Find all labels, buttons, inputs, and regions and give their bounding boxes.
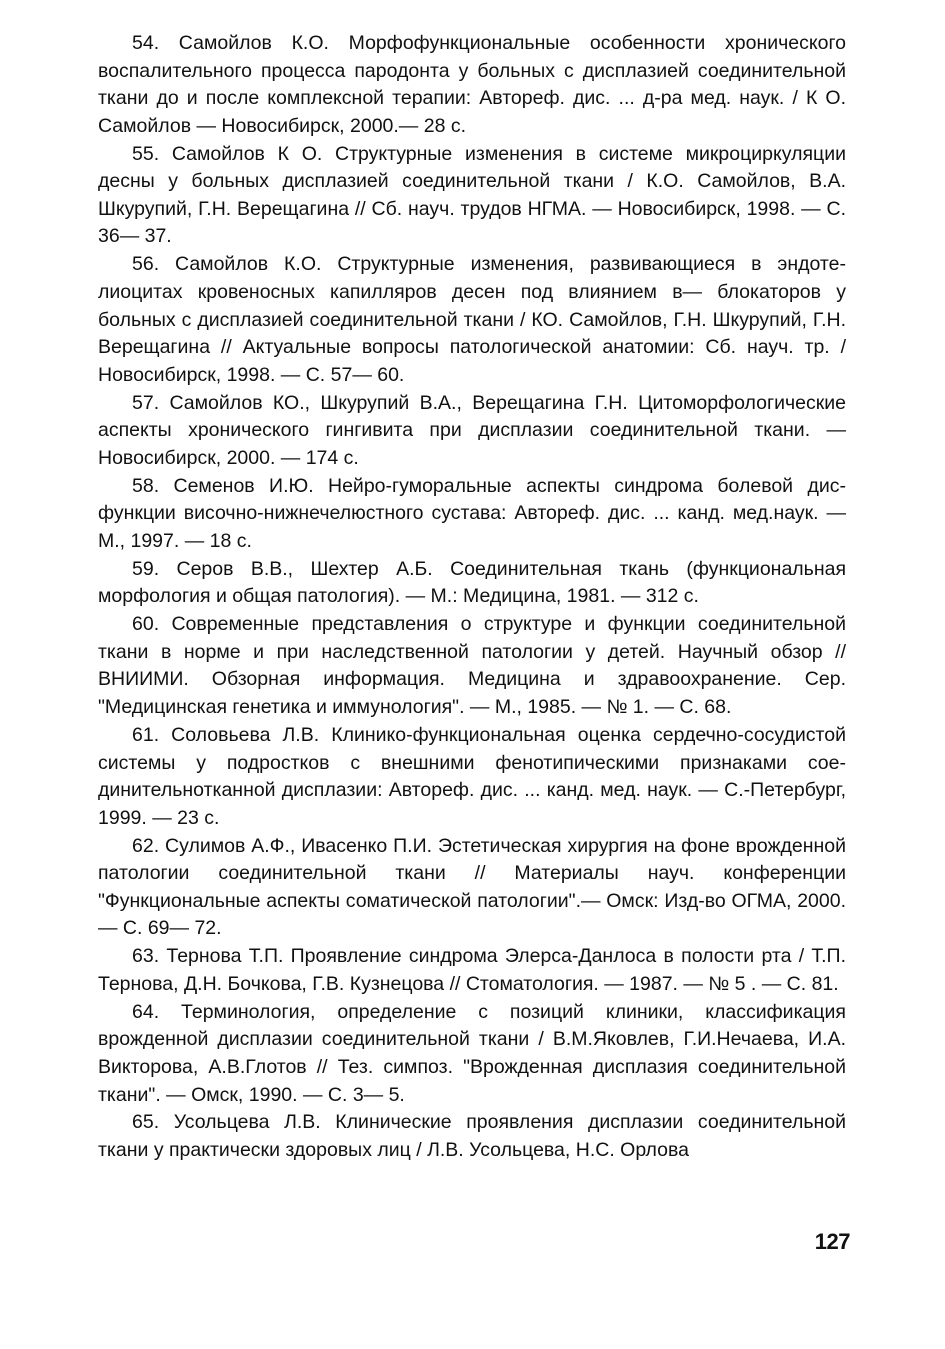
reference-item-64: 64. Терминология, определение с позиций клиники, классификация врожденной дисплазии соединительной ткани / В.М.Яковлев, Г.И.Нечаева, И.А. Викторова, А.В.Глотов // Тез. симпоз. "Врожденная дисплазия соединительной ткани". — Омск, 1990. — С. 3— 5.: [98, 1000, 846, 1106]
reference-item-56: 56. Самойлов К.О. Структурные изменения, развивающиеся в эндотелиоцитах кровеносных капилляров десен под влиянием в— блокаторов у больных с дисплазией соединительной ткани / КО. Самойлов, Г.Н. Шкурупий, Г.Н. Верещагина // Актуальные вопросы патологической анатомии: Сб. науч. тр. / Новосибирск, 1998. — С. 57— 60.: [98, 253, 846, 386]
reference-item-55: 55. Самойлов К О. Структурные изменения в системе микроциркуляции десны у больных дисплазией соединительной ткани / К.О. Самойлов, В.А. Шкурупий, Г.Н. Верещагина // Сб. науч. трудов НГМА. — Новосибирск, 1998. — С. 36— 37.: [98, 142, 846, 248]
page-number: 127: [814, 1229, 850, 1254]
reference-item-54: 54. Самойлов К.О. Морфофункциональные особенности хронического воспалительного процесса пародонта у больных с дисплазией соединительной ткани до и после комплексной терапии: Автореф. дис. ... д-ра мед. наук. / К О. Самойлов — Новосибирск, 2000.— 28 с.: [98, 32, 846, 137]
reference-item-58: 58. Семенов И.Ю. Нейро-гуморальные аспекты синдрома болевой дисфункции височно-нижнечелюстного сустава: Автореф. дис. ... канд. мед.наук. — М., 1997. — 18 с.: [98, 474, 846, 552]
reference-item-62: 62. Сулимов А.Ф., Ивасенко П.И. Эстетическая хирургия на фоне врожденной патологии соединительной ткани // Материалы науч. конференции "Функциональные аспекты соматической патологии".— Омск: Изд-во ОГМА, 2000. — С. 69— 72.: [98, 834, 846, 940]
reference-item-61: 61. Соловьева Л.В. Клинико-функциональная оценка сердечно-сосудистой системы у подростков с внешними фенотипическими признаками соединительнотканной дисплазии: Автореф. дис. ... канд. мед. наук. — С.-Петербург, 1999. — 23 с.: [98, 723, 846, 829]
reference-item-63: 63. Тернова Т.П. Проявление синдрома Элерса-Данлоса в полости рта / Т.П. Тернова, Д.Н. Бочкова, Г.В. Кузнецова // Стоматология. — 1987. — № 5 . — С. 81.: [98, 945, 846, 995]
reference-item-60: 60. Современные представления о структуре и функции соединительной ткани в норме и при наследственной патологии у детей. Научный обзор // ВНИИМИ. Обзорная информация. Медицина и здравоохранение. Сер. "Медицинская генетика и иммунология". — М., 1985. — № 1. — С. 68.: [98, 613, 846, 719]
reference-item-59: 59. Серов В.В., Шехтер А.Б. Соединительная ткань (функциональная морфология и общая патология). — М.: Медицина, 1981. — 312 с.: [98, 557, 846, 608]
reference-item-65: 65. Усольцева Л.В. Клинические проявления дисплазии соединительной ткани у практически здоровых лиц / Л.В. Усольцева, Н.С. Орлова: [98, 1111, 846, 1162]
reference-item-57: 57. Самойлов КО., Шкурупий В.А., Верещагина Г.Н. Цитоморфологические аспекты хронического гингивита при дисплазии соединительной ткани. — Новосибирск, 2000. — 174 с.: [98, 391, 846, 469]
reference-list: [98, 30, 846, 1165]
